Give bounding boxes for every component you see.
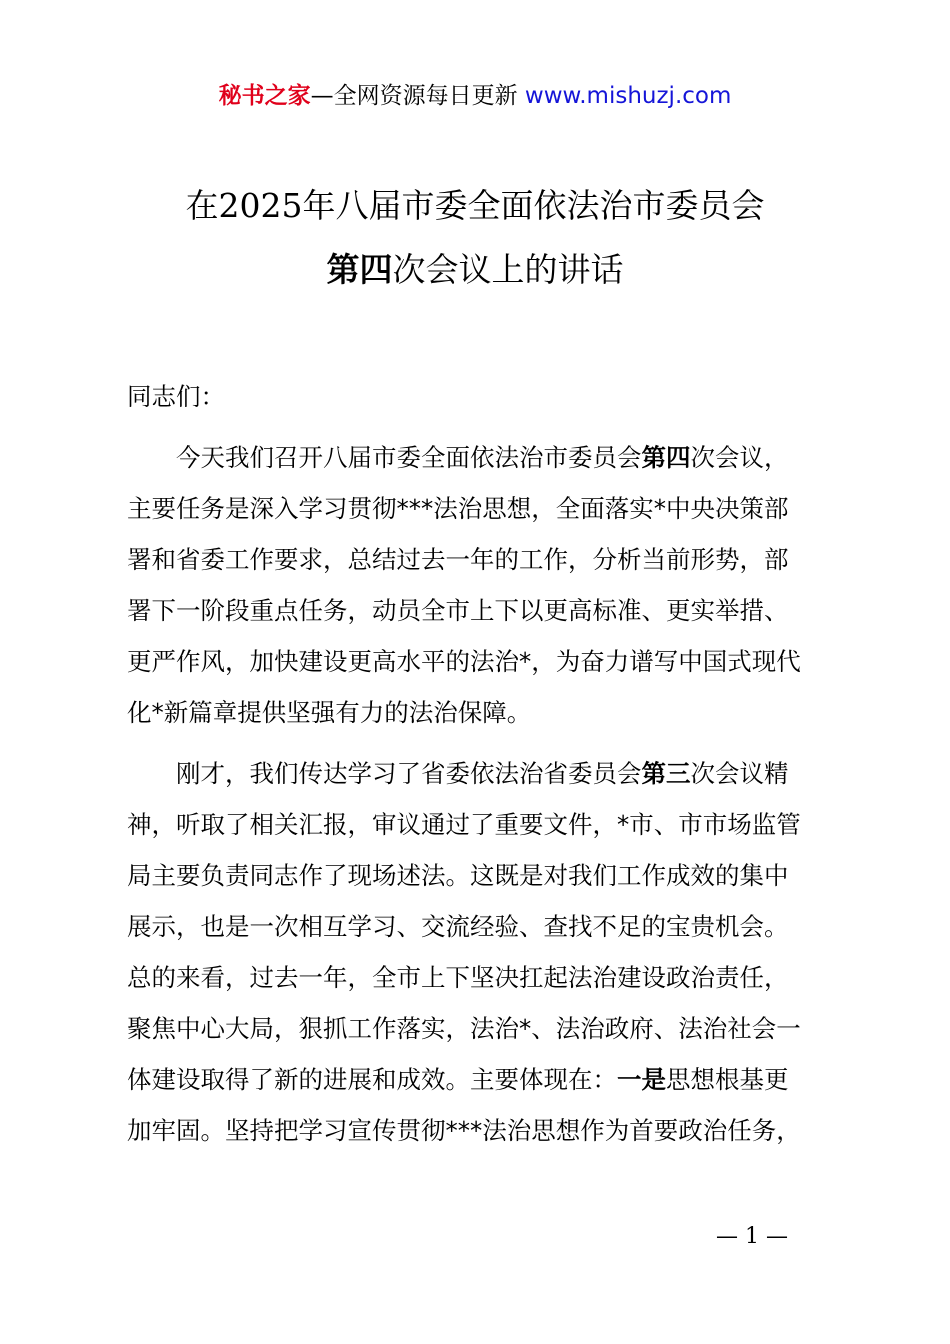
document-title-line-1: 在2025年八届市委全面依法治市委员会	[185, 186, 765, 225]
paragraph-line	[127, 1054, 837, 1105]
title-bold-part: 第四	[326, 250, 393, 289]
title-rest: 次会议上的讲话	[392, 250, 624, 289]
paragraph-line	[127, 432, 837, 483]
page-header	[0, 80, 950, 112]
paragraph-line: 展示，也是一次相互学习、交流经验、查找不足的宝贵机会。	[127, 912, 789, 941]
text-run: 刚才，我们传达学习了省委依法治省委员会	[176, 759, 642, 788]
paragraph-line: 聚焦中心大局，狠抓工作落实，法治*、法治政府、法治社会一	[127, 1014, 801, 1043]
header-url-link[interactable]: www.mishuzj.com	[524, 83, 732, 109]
paragraph-line: 署和省委工作要求，总结过去一年的工作，分析当前形势，部	[127, 545, 789, 574]
header-tagline: —全网资源每日更新	[310, 83, 525, 109]
paragraph-line: 化*新篇章提供坚强有力的法治保障。	[127, 698, 532, 727]
text-run: 次会议精	[690, 759, 789, 788]
paragraph-line	[127, 748, 837, 799]
paragraph-line: 主要任务是深入学习贯彻***法治思想，全面落实*中央决策部	[127, 494, 789, 523]
text-run: 今天我们召开八届市委全面依法治市委员会	[176, 443, 642, 472]
bold-text-run: 一是	[617, 1065, 666, 1094]
text-run: 次会议，	[690, 443, 789, 472]
paragraph-line: 署下一阶段重点任务，动员全市上下以更高标准、更实举措、	[127, 596, 789, 625]
document-body	[127, 371, 837, 1156]
paragraph-1	[127, 432, 837, 738]
paragraph-line: 局主要负责同志作了现场述法。这既是对我们工作成效的集中	[127, 861, 789, 890]
text-run: 体建设取得了新的进展和成效。主要体现在：	[127, 1065, 617, 1094]
bold-text-run: 第三	[641, 759, 691, 788]
bold-text-run: 第四	[641, 443, 691, 472]
header-brand: 秘书之家	[218, 83, 311, 109]
document-title-line-2	[0, 248, 950, 292]
paragraph-line: 神，听取了相关汇报，审议通过了重要文件，*市、市市场监管	[127, 810, 801, 839]
paragraph-2	[127, 748, 837, 1156]
paragraph-line: 更严作风，加快建设更高水平的法治*，为奋力谱写中国式现代	[127, 647, 801, 676]
page-number: — 1 —	[716, 1224, 788, 1249]
salutation: 同志们：	[127, 382, 225, 411]
paragraph-line: 加牢固。坚持把学习宣传贯彻***法治思想作为首要政治任务，	[127, 1116, 801, 1145]
text-run: 思想根基更	[666, 1065, 789, 1094]
paragraph-line: 总的来看，过去一年，全市上下坚决扛起法治建设政治责任，	[127, 963, 789, 992]
